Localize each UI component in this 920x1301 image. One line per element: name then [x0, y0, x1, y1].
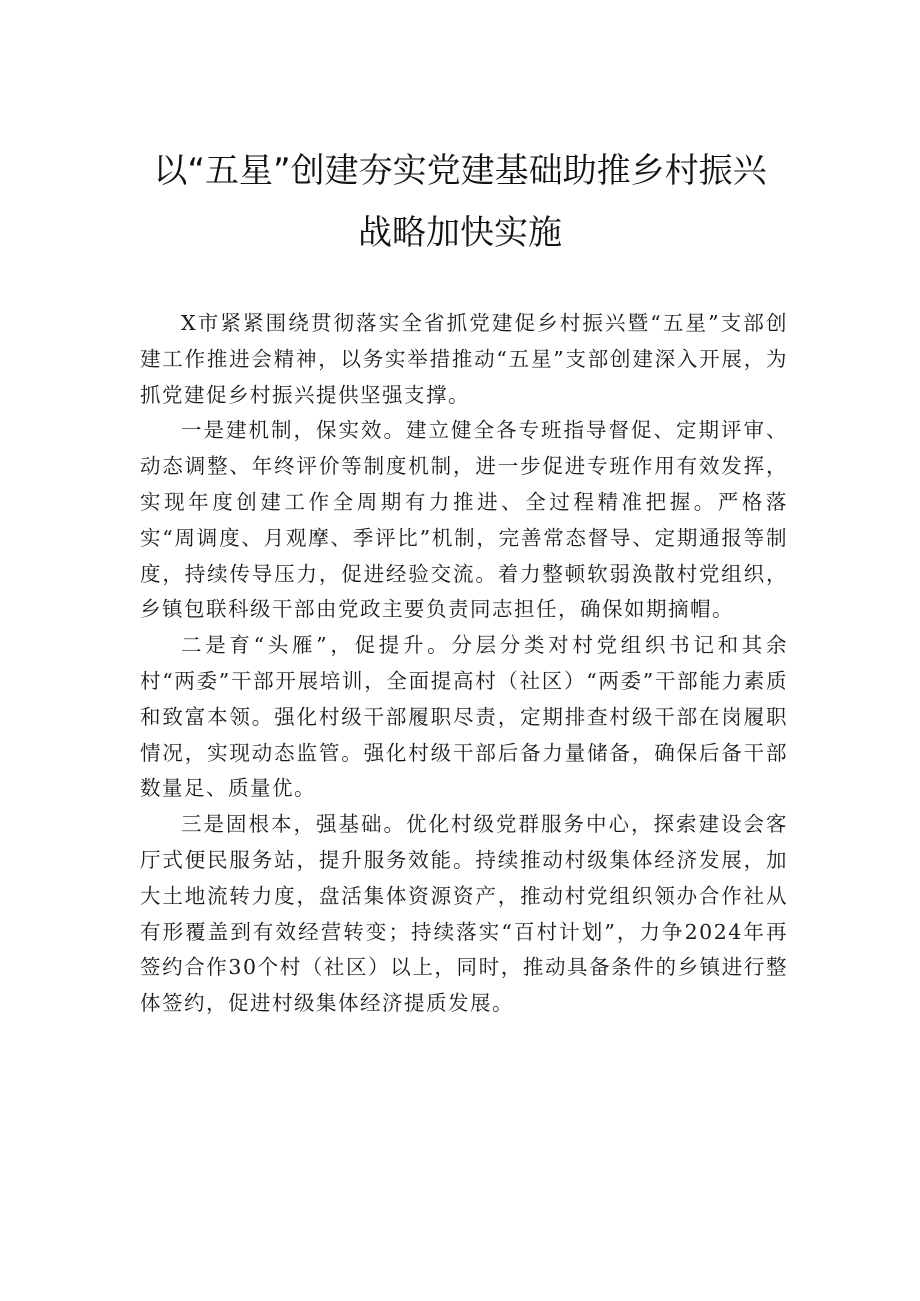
title-line-1: 以“五星”创建夯实党建基础助推乡村振兴: [153, 151, 767, 191]
document-title: [0, 140, 920, 264]
document-body: [140, 306, 788, 1022]
title-line-2: 战略加快实施: [358, 213, 562, 253]
paragraph-mechanism: 一是建机制，保实效。建立健全各专班指导督促、定期评审、动态调整、年终评价等制度机制，进一步促进专班作用有效发挥，实现年度创建工作全周期有力推进、全过程精准把握。严格落实“周调度、月观摩、季评比”机制，完善常态督导、定期通报等制度，持续传导压力，促进经验交流。着力整顿软弱涣散村党组织，乡镇包联科级干部由党政主要负责同志担任，确保如期摘帽。: [140, 418, 788, 622]
paragraph-foundation: 三是固根本，强基础。优化村级党群服务中心，探索建设会客厅式便民服务站，提升服务效能。持续推动村级集体经济发展，加大土地流转力度，盘活集体资源资产，推动村党组织领办合作社从有形覆盖到有效经营转变；持续落实“百村计划”，力争2024年再签约合作30个村（社区）以上，同时，推动具备条件的乡镇进行整体签约，促进村级集体经济提质发展。: [140, 812, 788, 1016]
paragraph-leaders: 二是育“头雁”，促提升。分层分类对村党组织书记和其余村“两委”干部开展培训，全面提高村（社区）“两委”干部能力素质和致富本领。强化村级干部履职尽责，定期排查村级干部在岗履职情况，实现动态监管。强化村级干部后备力量储备，确保后备干部数量足、质量优。: [140, 633, 788, 801]
paragraph-intro: X市紧紧围绕贯彻落实全省抓党建促乡村振兴暨“五星”支部创建工作推进会精神，以务实举措推动“五星”支部创建深入开展，为抓党建促乡村振兴提供坚强支撑。: [140, 311, 788, 407]
